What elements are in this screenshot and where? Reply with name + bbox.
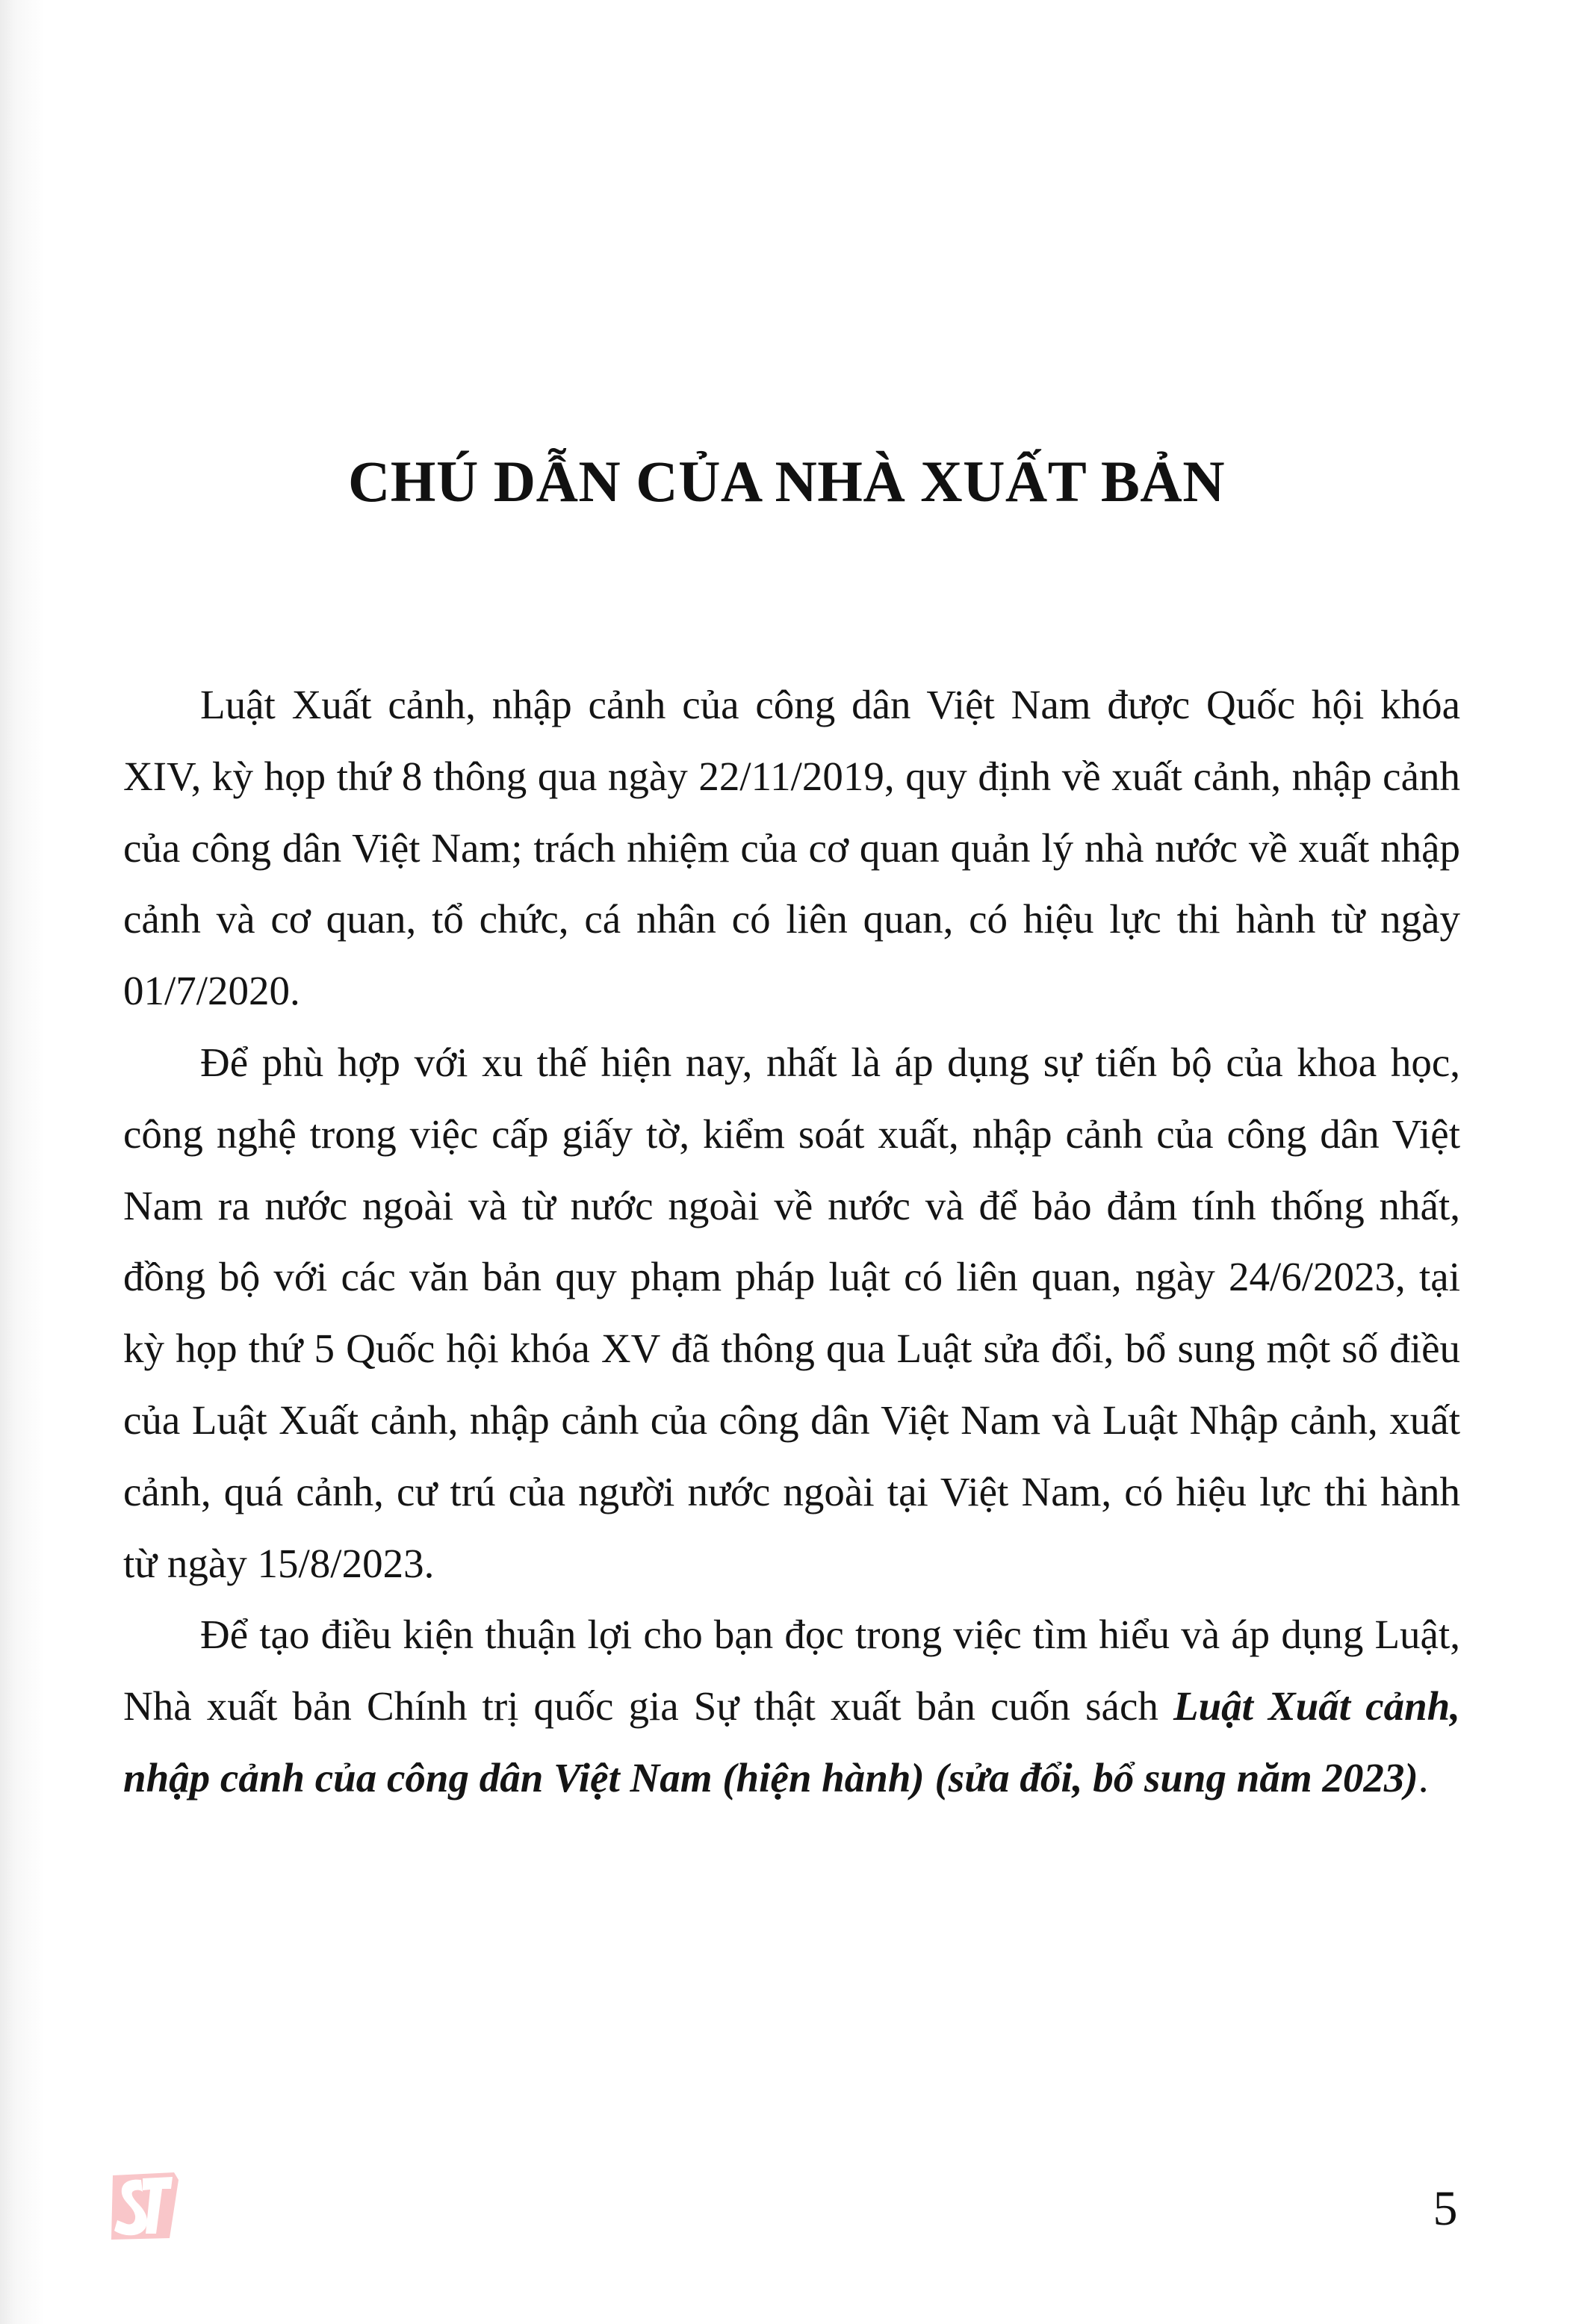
- paragraph-3-end: .: [1418, 1754, 1429, 1801]
- page-edge-shadow: [0, 0, 45, 2324]
- paragraph-2: Để phù hợp với xu thế hiện nay, nhất là áp dụng sự tiến bộ của khoa học, công nghệ trong việc cấp giấy tờ, kiểm soát xuất, nhập cảnh của công dân Việt Nam ra nước ngoài và từ nước ngoài về nước và để bảo đảm tính thống nhất, đồng bộ với các văn bản quy phạm pháp luật có liên quan, ngày 24/6/2023, tại kỳ họp thứ 5 Quốc hội khóa XV đã thông qua Luật sửa đổi, bổ sung một số điều của Luật Xuất cảnh, nhập cảnh của công dân Việt Nam và Luật Nhập cảnh, xuất cảnh, quá cảnh, cư trú của người nước ngoài tại Việt Nam, có hiệu lực thi hành từ ngày 15/8/2023.: [123, 1039, 1460, 1586]
- paragraph-3-lead: Để tạo điều kiện thuận lợi cho bạn đọc trong việc tìm hiểu và áp dụng Luật, Nhà xuất bản Chính trị quốc gia Sự thật xuất bản cuốn sách: [123, 1612, 1460, 1730]
- paragraph-1: Luật Xuất cảnh, nhập cảnh của công dân Việt Nam được Quốc hội khóa XIV, kỳ họp thứ 8 thông qua ngày 22/11/2019, quy định về xuất cảnh, nhập cảnh của công dân Việt Nam; trách nhiệm của cơ quan quản lý nhà nước về xuất nhập cảnh và cơ quan, tổ chức, cá nhân có liên quan, có hiệu lực thi hành từ ngày 01/7/2020.: [123, 682, 1460, 1014]
- page-title: CHÚ DẪN CỦA NHÀ XUẤT BẢN: [347, 449, 1226, 514]
- page-number: 5: [1433, 2181, 1458, 2236]
- book-title: Luật Xuất cảnh, nhập cảnh của công dân Việt Nam (hiện hành) (sửa đổi, bổ sung năm 2023): [123, 1683, 1461, 1801]
- publisher-logo-icon: [108, 2169, 180, 2243]
- paragraph-3: [123, 1599, 1460, 1813]
- body-text: [123, 669, 1460, 1814]
